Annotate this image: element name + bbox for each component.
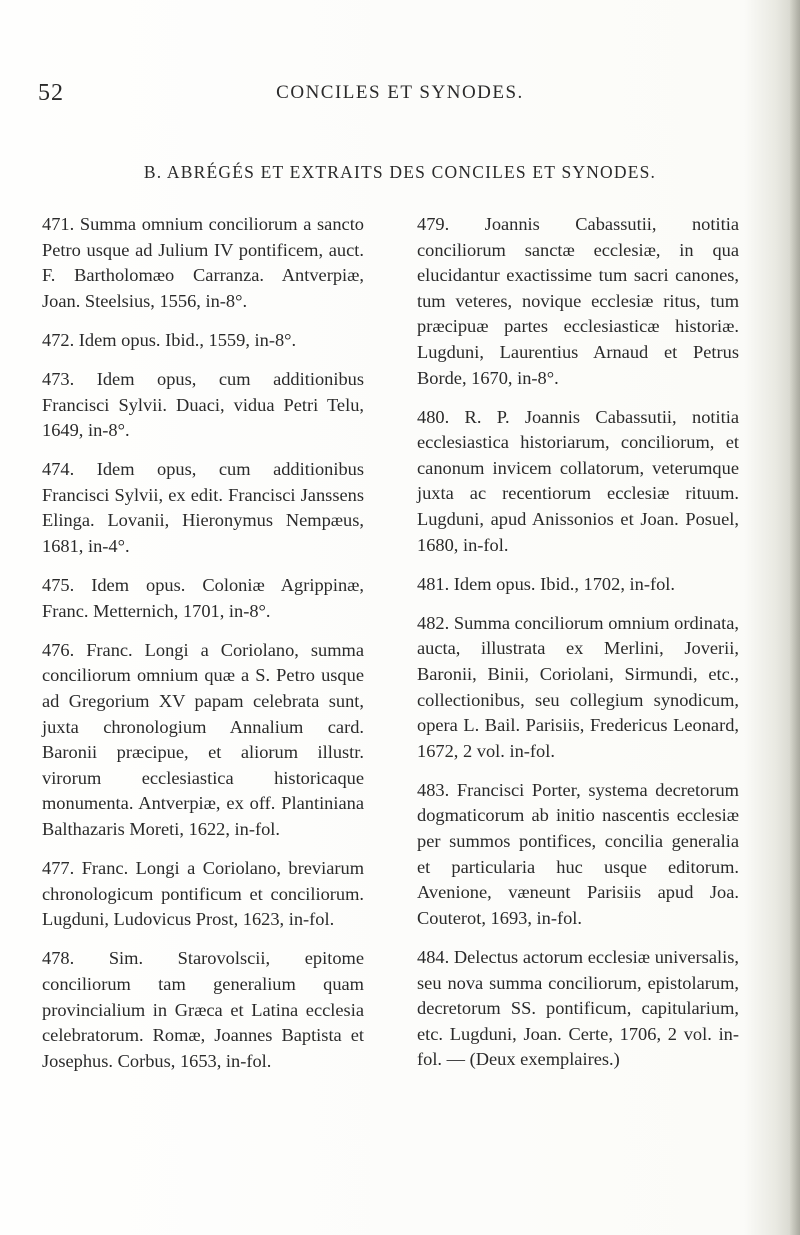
- catalog-entry: [417, 405, 739, 559]
- running-title: CONCILES ET SYNODES.: [276, 82, 524, 103]
- entry-text: Summa conciliorum omnium ordinata, aucta, illustrata ex Merlini, Joverii, Baronii, Binii, Coriolani, Sirmundi, etc., collectionibus, seu collegium synodicum, opera L. Bail. Parisiis, Fredericus Leonard, 1672, 2 vol. in-fol.: [417, 612, 739, 761]
- section-title: B. ABRÉGÉS ET EXTRAITS DES CONCILES ET SYNODES.: [143, 162, 657, 182]
- entry-number: 481.: [417, 573, 450, 594]
- entry-number: 474.: [42, 459, 75, 480]
- entry-text: Idem opus, cum additionibus Francisci Sylvii, ex edit. Francisci Janssens Elinga. Lovanii, Hieronymus Nempæus, 1681, in-4°.: [42, 459, 364, 557]
- entry-text: Franc. Longi a Coriolano, summa conciliorum omnium quæ a S. Petro usque ad Gregorium XV papam celebrata sunt, juxta chronologium Annalium card. Baronii præcipue, et aliorum illustr. virorum ecclesiastica historicaque monumenta. Antverpiæ, ex off. Plantiniana Balthazaris Moreti, 1622, in-fol.: [42, 639, 364, 839]
- catalog-entry: [42, 946, 364, 1074]
- entry-number: 477.: [42, 858, 75, 879]
- entry-text: Idem opus. Ibid., 1559, in-8°.: [78, 329, 297, 350]
- catalog-entry: [42, 856, 364, 933]
- entry-number: 483.: [417, 779, 450, 800]
- entry-number: 484.: [417, 946, 450, 967]
- catalog-entry: [42, 573, 364, 624]
- entry-text: Franc. Longi a Coriolano, breviarum chronologicum pontificum et conciliorum. Lugduni, Ludovicus Prost, 1623, in-fol.: [42, 858, 364, 930]
- entry-number: 480.: [417, 406, 450, 427]
- entry-text: Francisci Porter, systema decretorum dogmaticorum ab initio nascentis ecclesiæ per summos pontifices, concilia generalia et particularia huc usque editorum. Avenione, væneunt Parisiis apud Joa. Couterot, 1693, in-fol.: [417, 779, 739, 928]
- catalog-entry: [42, 212, 364, 314]
- page-edge-shadow: [790, 0, 800, 1235]
- entry-text: Delectus actorum ecclesiæ universalis, seu nova summa conciliorum, epistolarum, decretorum SS. pontificum, capitularium, etc. Lugduni, Joan. Certe, 1706, 2 vol. in-fol. — (Deux exemplaires.): [417, 946, 739, 1070]
- page-number: 52: [38, 80, 64, 106]
- catalog-entry: [417, 212, 739, 391]
- entry-text: R. P. Joannis Cabassutii, notitia ecclesiastica historiarum, conciliorum, et canonum invicem collatorum, veterumque juxta ac recentiorum ecclesiæ rituum. Lugduni, apud Anissonios et Joan. Posuel, 1680, in-fol.: [417, 406, 739, 555]
- catalog-entry: [42, 638, 364, 843]
- entry-number: 482.: [417, 612, 450, 633]
- entry-number: 472.: [42, 329, 75, 350]
- entry-text: Sim. Starovolscii, epitome conciliorum tam generalium quam provincialium in Græca et Latina ecclesia celebratorum. Romæ, Joannes Baptista et Josephus. Corbus, 1653, in-fol.: [42, 948, 364, 1071]
- catalog-entry: [417, 945, 739, 1073]
- catalog-entry: [417, 572, 739, 598]
- catalog-entry: [42, 367, 364, 444]
- entry-number: 475.: [42, 575, 75, 596]
- running-head: [0, 80, 800, 120]
- entry-text: Idem opus. Coloniæ Agrippinæ, Franc. Metternich, 1701, in-8°.: [42, 575, 364, 621]
- catalog-entry: [42, 328, 364, 354]
- entry-text: Summa omnium conciliorum a sancto Petro usque ad Julium IV pontificem, auct. F. Bartholomæo Carranza. Antverpiæ, Joan. Steelsius, 1556, in-8°.: [42, 214, 364, 311]
- entry-number: 478.: [42, 948, 75, 969]
- left-column: [42, 212, 364, 1088]
- catalog-entry: [42, 457, 364, 559]
- entry-text: Idem opus, cum additionibus Francisci Sylvii. Duaci, vidua Petri Telu, 1649, in-8°.: [42, 368, 364, 441]
- catalog-entry: [417, 778, 739, 932]
- entry-text: Idem opus. Ibid., 1702, in-fol.: [453, 573, 675, 594]
- entry-number: 473.: [42, 368, 75, 389]
- right-column: [417, 212, 739, 1086]
- entry-number: 471.: [42, 214, 75, 234]
- entry-number: 479.: [417, 214, 450, 234]
- catalog-entry: [417, 611, 739, 765]
- entry-text: Joannis Cabassutii, notitia conciliorum sanctæ ecclesiæ, in qua elucidantur exactissime tum sacri canones, tum veteres, novique ecclesiæ ritus, tum præcipuæ partes ecclesiasticæ historiæ. Lugduni, Laurentius Arnaud et Petrus Borde, 1670, in-8°.: [417, 214, 739, 388]
- entry-number: 476.: [42, 639, 75, 660]
